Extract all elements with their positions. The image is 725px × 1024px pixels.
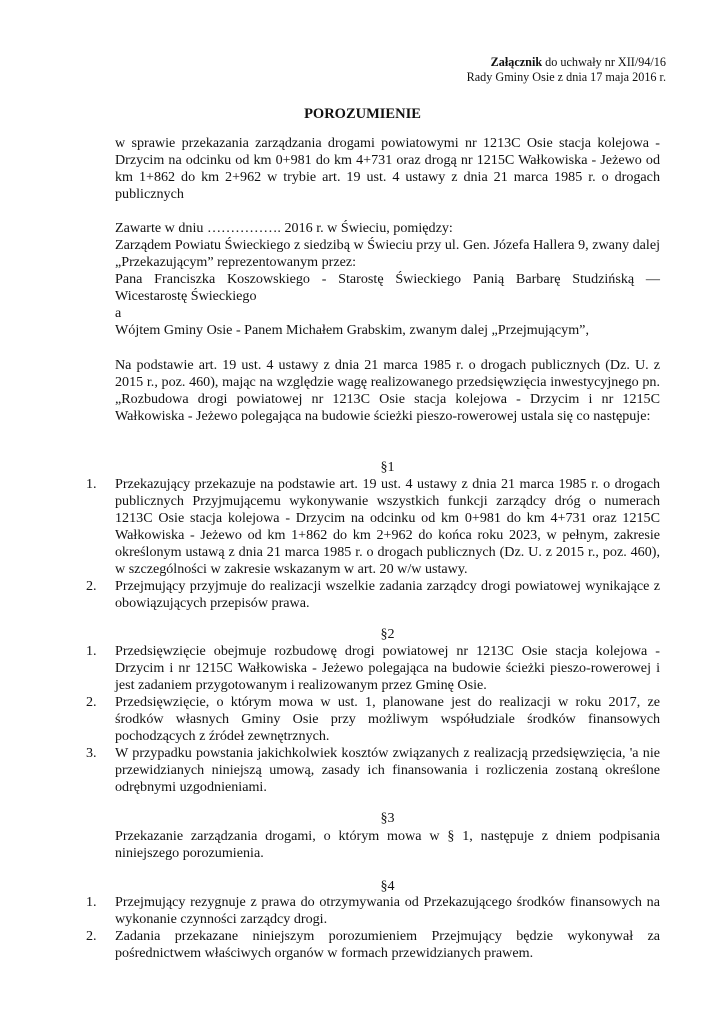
list-item: [78, 745, 660, 796]
item-text: W przypadku powstania jakichkolwiek kosztów związanych z realizacją przedsięwzięcia, 'a nie przewidzianych niniejszą umową, zasady ich finansowania i rozliczenia zostaną określone odrębnymi uzgodnieniami.: [115, 745, 660, 795]
item-number: 1.: [86, 643, 97, 659]
subject-text: w sprawie przekazania zarządzania drogami powiatowymi nr 1213C Osie stacja kolejowa - Drzycim na odcinku od km 0+981 do km 4+731 oraz drogą nr 1215C Wałkowiska - Jeżewo od km 1+862 do km 2+962 w trybie art. 19 ust. 4 ustawy z dnia 21 marca 1985 r. o drogach publicznych: [115, 135, 660, 202]
section-3-text: Przekazanie zarządzania drogami, o którym mowa w § 1, następuje z dniem podpisania niniejszego porozumienia.: [115, 828, 660, 861]
item-text: Przedsięwzięcie, o którym mowa w ust. 1, planowane jest do realizacji w roku 2017, ze środków własnych Gminy Osie przy możliwym współudziale środków finansowych pochodzących z źródeł zewnętrznych.: [115, 694, 660, 744]
item-text: Przejmujący rezygnuje z prawa do otrzymywania od Przekazującego środków finansowych na wykonanie czynności zarządcy drogi.: [115, 894, 660, 927]
list-item: [78, 928, 660, 962]
header-label-bold: Załącznik: [490, 55, 543, 69]
header-line-1: [467, 55, 666, 70]
parties-date-line: Zawarte w dniu ……………. 2016 r. w Świeciu, pomiędzy:: [115, 220, 453, 236]
list-item: [78, 476, 660, 578]
item-text: Przejmujący przyjmuje do realizacji wszelkie zadania zarządcy drogi powiatowej wynikające z obowiązujących przepisów prawa.: [115, 578, 660, 611]
legal-basis-text: Na podstawie art. 19 ust. 4 ustawy z dnia 21 marca 1985 r. o drogach publicznych (Dz. U. z 2015 r., poz. 460), mając na względzie wagę realizowanego przedsięwzięcia inwestycyjnego pn. „Rozbudowa drogi powiatowej nr 1213C Osie stacja kolejowa - Drzycim i nr 1215C Wałkowiska - Jeżewo polegająca na budowie ścieżki pieszo-rowerowej ustala się co następuje:: [115, 357, 660, 424]
header-line-1-rest: do uchwały nr XII/94/16: [542, 55, 666, 69]
parties-representatives: Pana Franciszka Koszowskiego - Starostę Świeckiego Panią Barbarę Studzińską — Wicestarostę Świeckiego: [115, 271, 660, 304]
section-4-list: [78, 894, 660, 962]
section-1-heading: §1: [380, 459, 395, 475]
item-text: Przedsięwzięcie obejmuje rozbudowę drogi powiatowej nr 1213C Osie stacja kolejowa - Drzycim i nr 1215C Wałkowiska - Jeżewo polegająca na budowie ścieżki pieszo-rowerowej i jest zadaniem przygotowanym i realizowanym przez Gminę Osie.: [115, 643, 660, 693]
list-item: [78, 643, 660, 694]
document-title: POROZUMIENIE: [304, 106, 421, 122]
list-item: [78, 694, 660, 745]
parties-and: a: [115, 305, 122, 321]
section-4-heading: §4: [380, 878, 395, 894]
list-item: [78, 578, 660, 612]
item-number: 2.: [86, 694, 97, 710]
legal-basis-paragraph: [115, 357, 660, 425]
item-number: 3.: [86, 745, 97, 761]
section-3-paragraph: [115, 828, 660, 862]
attachment-header: [467, 55, 666, 85]
section-2-list: [78, 643, 660, 796]
section-3-heading: §3: [380, 810, 395, 826]
subject-paragraph: [115, 135, 660, 203]
section-2-heading: §2: [380, 626, 395, 642]
parties-transferor: Zarządem Powiatu Świeckiego z siedzibą w Świeciu przy ul. Gen. Józefa Hallera 9, zwany dalej „Przekazującym” reprezentowanym przez:: [115, 237, 660, 270]
parties-block: [115, 220, 660, 339]
item-number: 2.: [86, 578, 97, 594]
item-number: 1.: [86, 894, 97, 910]
header-line-2: Rady Gminy Osie z dnia 17 maja 2016 r.: [466, 70, 666, 84]
section-1-list: [78, 476, 660, 612]
item-text: Zadania przekazane niniejszym porozumieniem Przejmujący będzie wykonywał za pośrednictwem właściwych organów w formach przewidzianych prawem.: [115, 928, 660, 961]
list-item: [78, 894, 660, 928]
item-number: 2.: [86, 928, 97, 944]
item-number: 1.: [86, 476, 97, 492]
item-text: Przekazujący przekazuje na podstawie art. 19 ust. 4 ustawy z dnia 21 marca 1985 r. o drogach publicznych Przyjmującemu wykonywanie wszystkich funkcji zarządcy dróg o numerach 1213C Osie stacja kolejowa - Drzycim na odcinku od km 0+981 do km 4+731 oraz 1215C Wałkowiska - Jeżewo od km 1+862 do km 2+962 do końca roku 2023, w pełnym, zakresie określonym ustawą z dnia 21 marca 1985 r. o drogach publicznych (Dz. U. z 2015 r., poz. 460), w szczególności w zakresie wskazanym w art. 20 w/w ustawy.: [115, 476, 660, 577]
parties-recipient: Wójtem Gminy Osie - Panem Michałem Grabskim, zwanym dalej „Przejmującym”,: [115, 322, 589, 338]
